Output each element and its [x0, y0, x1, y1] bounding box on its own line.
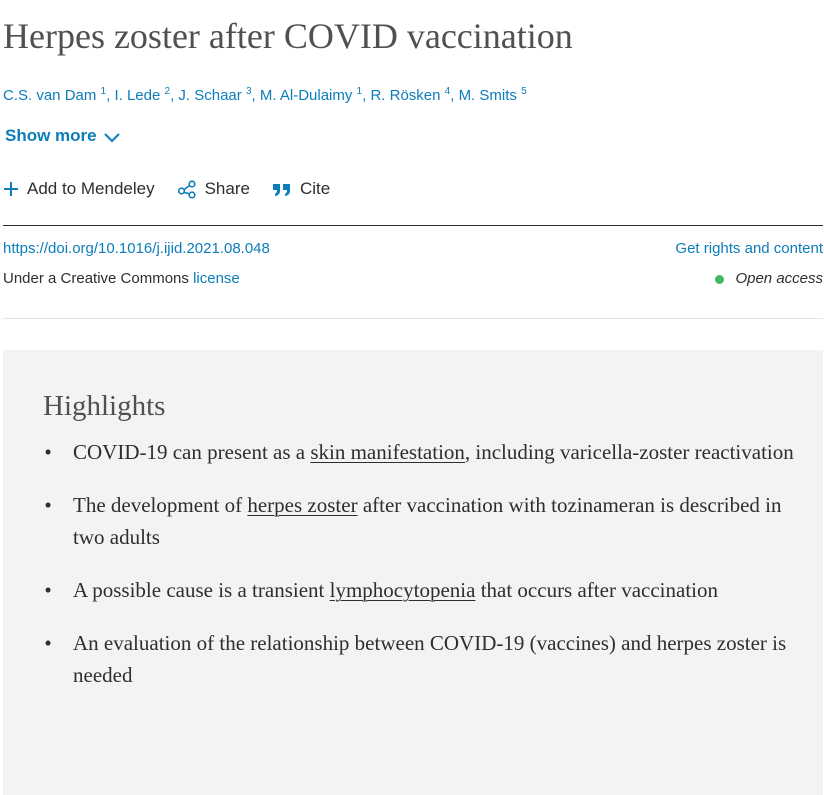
show-more-label: Show more	[5, 126, 97, 145]
author-separator: ,	[170, 87, 175, 104]
cite-label: Cite	[299, 179, 331, 198]
topic-link-herpes-zoster[interactable]: herpes zoster	[247, 493, 358, 517]
affiliation-marker: 3	[245, 86, 252, 97]
rights-link[interactable]: Get rights and content	[675, 240, 823, 257]
author-link[interactable]: M. Smits $^5$	[458, 86, 527, 104]
highlight-item: • The development of herpes zoster after vaccination with tozinameran is described in two adults	[43, 489, 803, 553]
author-separator: ,	[251, 87, 256, 104]
affiliation-marker: 2	[164, 86, 171, 97]
author-separator: ,	[106, 87, 111, 104]
highlights-list	[43, 436, 803, 712]
bullet-marker: •	[44, 631, 52, 655]
share-icon	[177, 179, 197, 199]
topic-link-lymphocytopenia[interactable]: lymphocytopenia	[329, 578, 476, 602]
open-access-badge	[715, 268, 823, 290]
open-access-dot-icon	[715, 275, 724, 284]
affiliation-marker: 1	[100, 86, 107, 97]
doi-link[interactable]: https://doi.org/10.1016/j.ijid.2021.08.048	[3, 240, 270, 257]
author-separator: ,	[362, 87, 367, 104]
cite-button[interactable]	[272, 176, 330, 202]
article-toolbar	[3, 176, 330, 202]
add-to-mendeley-button[interactable]	[3, 176, 155, 202]
author-link[interactable]: R. Rösken $^4$	[370, 86, 451, 104]
license-prefix: Under a Creative Commons	[3, 270, 194, 287]
plus-icon	[3, 181, 19, 197]
author-separator: ,	[450, 87, 455, 104]
open-access-label: Open access	[735, 270, 823, 287]
affiliation-marker: 1	[356, 86, 363, 97]
show-more-button[interactable]	[5, 126, 121, 146]
section-divider	[3, 318, 823, 319]
license-notice	[3, 268, 240, 290]
highlight-item: • COVID-19 can present as a skin manifestation, including varicella-zoster reactivation	[43, 436, 803, 468]
highlight-item: • An evaluation of the relationship between COVID-19 (vaccines) and herpes zoster is needed	[43, 627, 803, 691]
toolbar-divider	[3, 225, 823, 226]
share-label: Share	[204, 179, 250, 198]
chevron-down-icon	[103, 129, 121, 143]
author-link[interactable]: C.S. van Dam $^1$	[3, 86, 107, 104]
add-to-mendeley-label: Add to Mendeley	[27, 179, 155, 198]
bullet-marker: •	[44, 493, 52, 517]
author-link[interactable]: J. Schaar $^3$	[178, 86, 252, 104]
license-link[interactable]: license	[193, 270, 240, 287]
author-list	[3, 84, 527, 108]
highlight-item: • A possible cause is a transient lymphocytopenia that occurs after vaccination	[43, 574, 803, 606]
quote-icon	[272, 181, 292, 197]
topic-link-skin-manifestation[interactable]: skin manifestation	[310, 440, 465, 464]
author-link[interactable]: I. Lede $^2$	[114, 86, 171, 104]
affiliation-marker: 5	[521, 86, 527, 97]
highlights-heading: Highlights	[43, 390, 166, 422]
share-button[interactable]	[177, 176, 250, 202]
bullet-marker: •	[44, 578, 52, 602]
article-title: Herpes zoster after COVID vaccination	[3, 16, 573, 56]
highlights-section	[3, 350, 823, 795]
bullet-marker: •	[44, 440, 52, 464]
affiliation-marker: 4	[444, 86, 451, 97]
author-link[interactable]: M. Al-Dulaimy $^1$	[259, 86, 363, 104]
